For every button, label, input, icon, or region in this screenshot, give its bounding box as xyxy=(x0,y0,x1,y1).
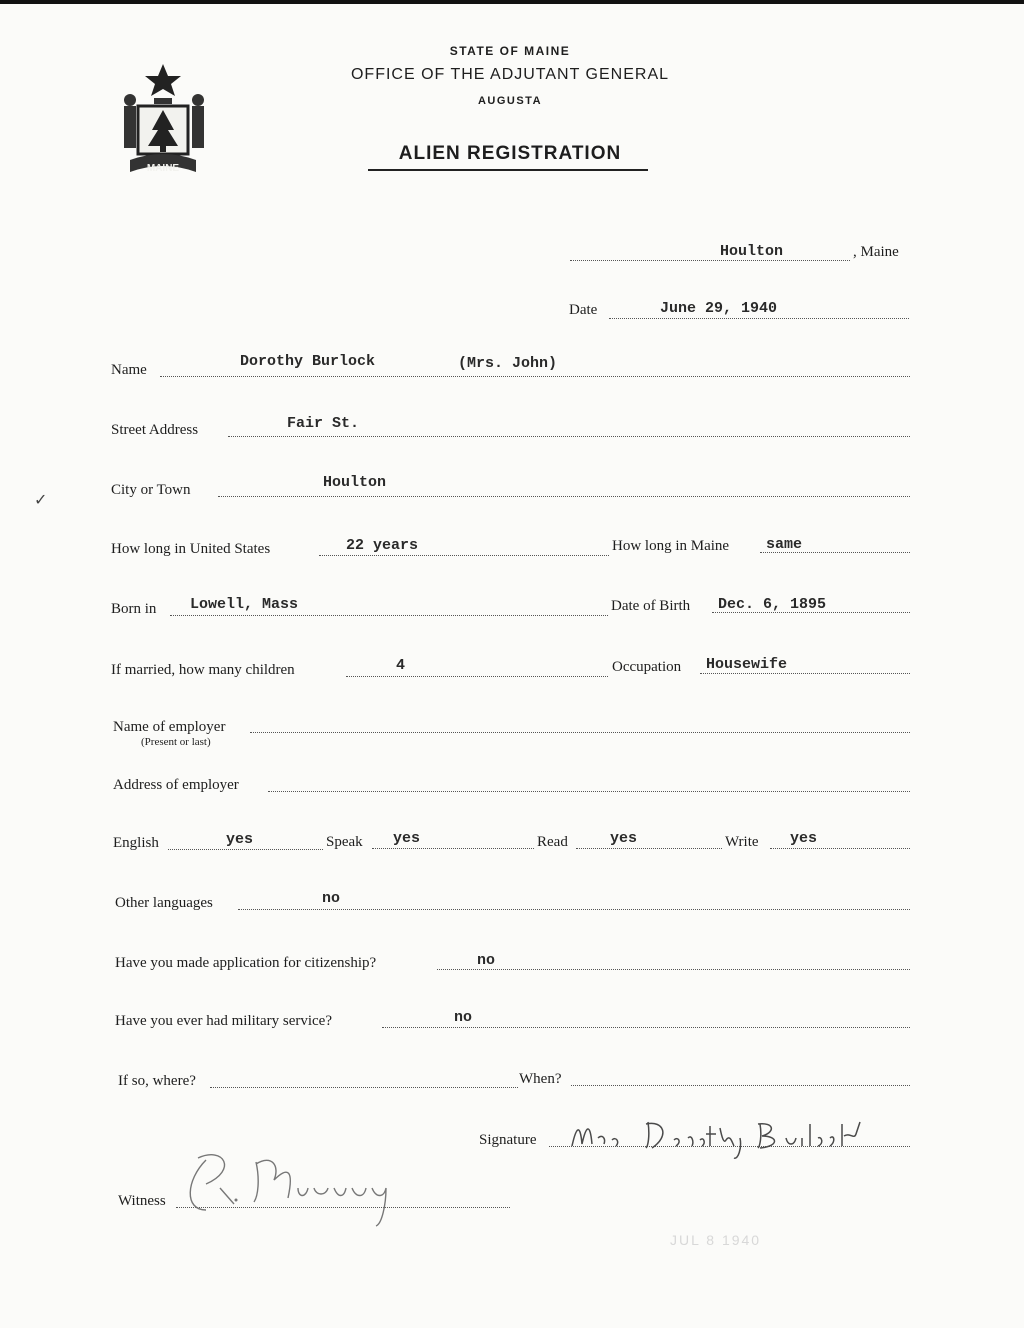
children-value: 4 xyxy=(396,657,406,674)
write-value: yes xyxy=(790,830,818,847)
street-line xyxy=(228,436,910,437)
city-value: Houlton xyxy=(323,474,387,491)
title-underline xyxy=(368,169,648,171)
name-extra-value: (Mrs. John) xyxy=(458,355,558,372)
when-line xyxy=(571,1085,910,1086)
dob-value: Dec. 6, 1895 xyxy=(718,596,827,613)
military-label: Have you ever had military service? xyxy=(115,1013,332,1029)
margin-mark: ✓ xyxy=(34,492,48,509)
english-label: English xyxy=(113,835,159,851)
citizenship-line xyxy=(437,969,910,970)
street-label: Street Address xyxy=(111,422,199,438)
date-line xyxy=(609,318,909,319)
born-in-line xyxy=(170,615,608,616)
when-label: When? xyxy=(519,1071,562,1087)
military-value: no xyxy=(454,1009,473,1026)
how-long-us-line xyxy=(319,555,609,556)
header-city: AUGUSTA xyxy=(477,95,543,107)
name-line xyxy=(160,376,910,377)
seal-text: MAINE xyxy=(146,163,180,174)
applicant-signature xyxy=(560,1108,890,1164)
signature-label: Signature xyxy=(479,1132,537,1148)
how-long-maine-value: same xyxy=(766,536,803,553)
maine-state-seal-icon xyxy=(108,60,218,190)
date-value: June 29, 1940 xyxy=(660,300,778,317)
military-line xyxy=(382,1027,910,1028)
speak-value: yes xyxy=(393,830,421,847)
citizenship-value: no xyxy=(477,952,496,969)
occupation-line xyxy=(700,673,910,674)
name-value: Dorothy Burlock xyxy=(240,353,376,370)
occupation-label: Occupation xyxy=(612,659,682,675)
write-line xyxy=(770,848,910,849)
employer-line xyxy=(250,732,910,733)
how-long-maine-label: How long in Maine xyxy=(612,538,730,554)
write-label: Write xyxy=(725,834,759,850)
speak-label: Speak xyxy=(326,834,363,850)
form-title: ALIEN REGISTRATION xyxy=(398,143,622,164)
employer-note: (Present or last) xyxy=(141,736,211,748)
other-lang-line xyxy=(238,909,910,910)
dob-label: Date of Birth xyxy=(611,598,691,614)
how-long-us-value: 22 years xyxy=(346,537,419,554)
where-label: If so, where? xyxy=(118,1073,196,1089)
speak-line xyxy=(372,848,534,849)
top-border xyxy=(0,0,1024,4)
children-label: If married, how many children xyxy=(111,662,295,678)
english-line xyxy=(168,849,323,850)
header-office: OFFICE OF THE ADJUTANT GENERAL xyxy=(350,66,670,83)
name-label: Name xyxy=(111,362,147,378)
read-label: Read xyxy=(537,834,568,850)
read-line xyxy=(576,848,722,849)
born-in-label: Born in xyxy=(111,601,157,617)
how-long-us-label: How long in United States xyxy=(111,541,271,557)
born-in-value: Lowell, Mass xyxy=(190,596,299,613)
received-stamp: JUL 8 1940 xyxy=(670,1232,762,1248)
location-town: Houlton xyxy=(720,243,784,260)
witness-label: Witness xyxy=(118,1193,166,1209)
english-value: yes xyxy=(226,831,254,848)
other-lang-value: no xyxy=(322,890,341,907)
where-line xyxy=(210,1087,518,1088)
witness-signature xyxy=(176,1140,426,1230)
occupation-value: Housewife xyxy=(706,656,788,673)
street-value: Fair St. xyxy=(287,415,360,432)
date-label: Date xyxy=(569,302,598,318)
read-value: yes xyxy=(610,830,638,847)
city-label: City or Town xyxy=(111,482,191,498)
location-line xyxy=(570,260,850,261)
children-line xyxy=(346,676,608,677)
header-state: STATE OF MAINE xyxy=(449,44,571,58)
city-line xyxy=(218,496,910,497)
location-state-label: , Maine xyxy=(853,244,899,260)
employer-label: Name of employer xyxy=(113,719,226,735)
other-lang-label: Other languages xyxy=(115,895,213,911)
employer-address-line xyxy=(268,791,910,792)
citizenship-label: Have you made application for citizenship? xyxy=(115,955,377,971)
employer-address-label: Address of employer xyxy=(113,777,239,793)
